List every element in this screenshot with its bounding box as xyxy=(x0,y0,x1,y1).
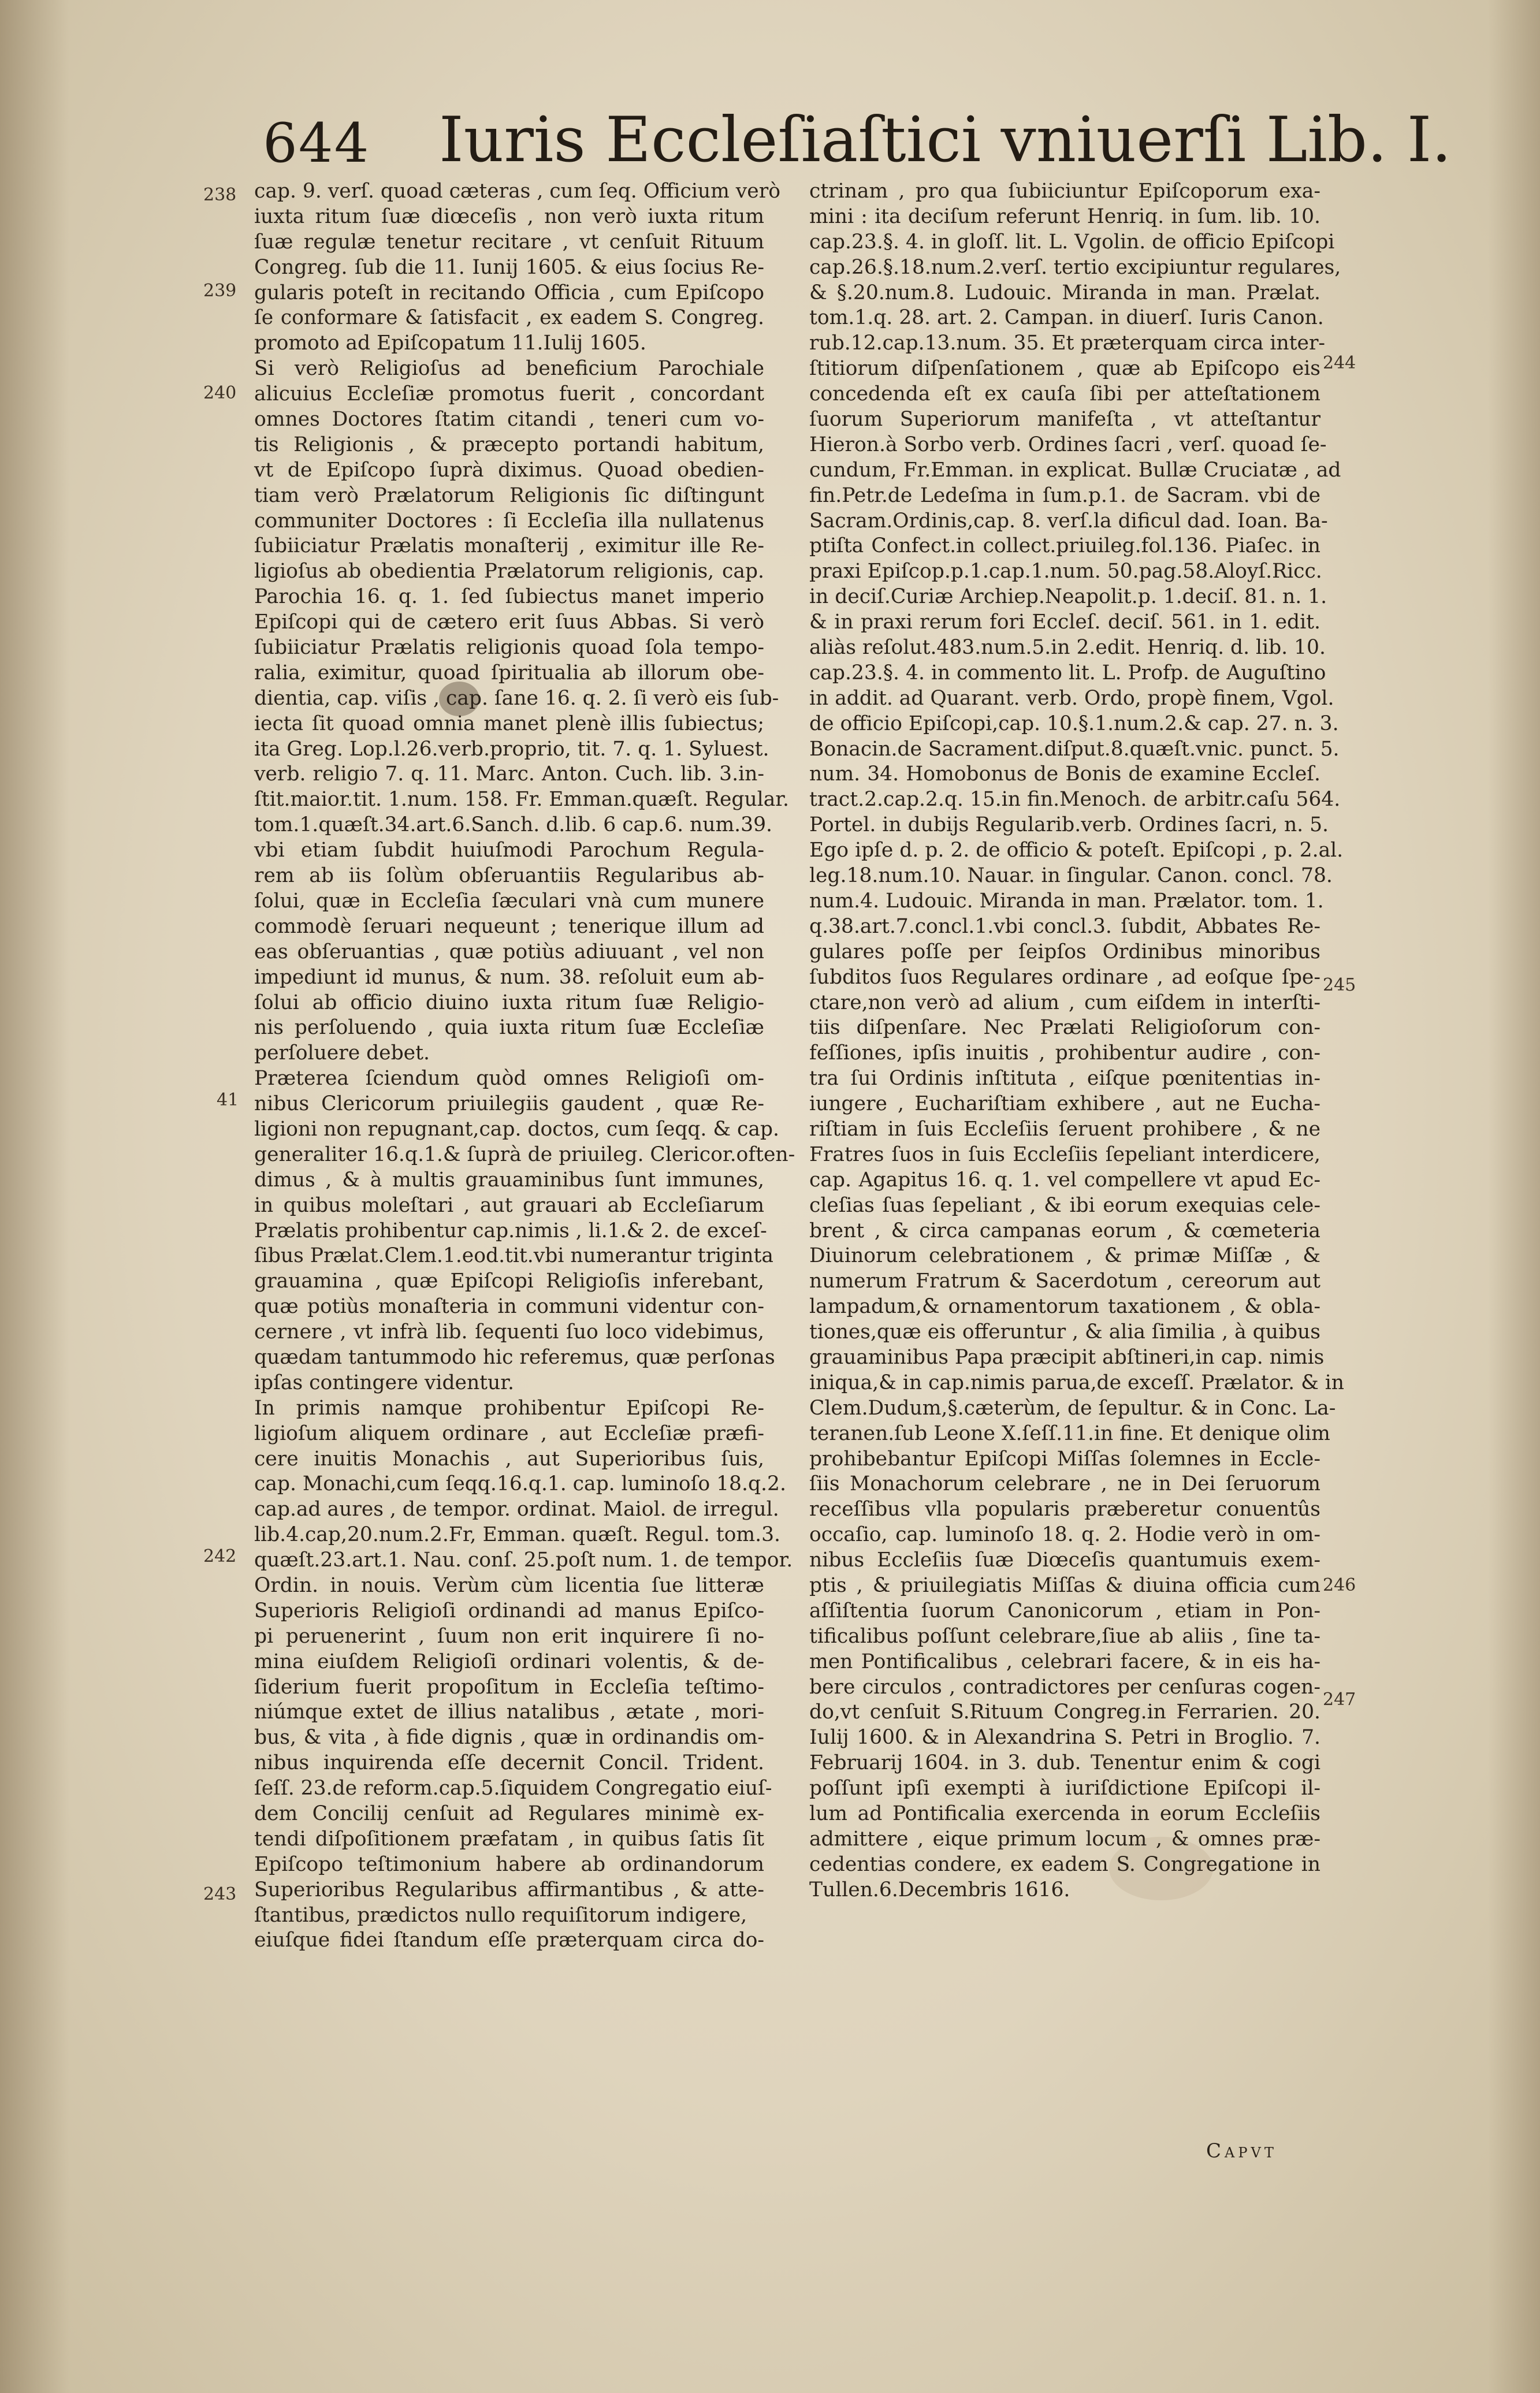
catchword: Capvt xyxy=(1206,2139,1277,2163)
text-line: q.38.art.7.concl.1.vbi concl.3. ſubdit, Abbates Re- xyxy=(809,914,1320,938)
text-line: Superioris Religioſi ordinandi ad manus Epiſco- xyxy=(254,1599,764,1622)
text-line: rem ab iis ſolùm obſeruantiis Regularibus ab- xyxy=(254,864,764,888)
margin-note-243: 243 xyxy=(203,1884,237,1904)
text-line: ita Greg. Lop.l.26.verb.proprio, tit. 7. q. 1. Syluest. xyxy=(254,737,769,761)
text-line: cundum, Fr.Emman. in explicat. Bullæ Cruciatæ , ad xyxy=(809,458,1341,482)
text-line: cap. Monachi,cum ſeqq.16.q.1. cap. luminoſo 18.q.2. xyxy=(254,1472,786,1496)
text-line: grauamina , quæ Epiſcopi Religioſis inferebant, xyxy=(254,1270,764,1293)
text-line: ligioni non repugnant,cap. doctos, cum ſeqq. & cap. xyxy=(254,1117,779,1141)
text-line: pi peruenerint , ſuum non erit inquirere ſi no- xyxy=(254,1624,764,1648)
text-line: Sacram.Ordinis,cap. 8. verſ.la dificul dad. Ioan. Ba- xyxy=(809,509,1328,533)
text-line: tiam verò Prælatorum Religionis ſic diſtingunt xyxy=(254,483,764,507)
text-line: eas obſeruantias , quæ potiùs adiuuant , vel non xyxy=(254,940,764,963)
text-line: Superioribus Regularibus affirmantibus , & atte- xyxy=(254,1878,764,1901)
text-line: ctrinam , pro qua ſubiiciuntur Epiſcoporum exa- xyxy=(809,180,1320,203)
text-line: ſolui, quæ in Eccleſia ſæculari vnà cum munere xyxy=(254,889,764,913)
text-line: in addit. ad Quarant. verb. Ordo, propè finem, Vgol. xyxy=(809,686,1334,710)
text-line: tificalibus poſſunt celebrare,ſiue ab aliis , ſine ta- xyxy=(809,1624,1320,1648)
text-line: poſſunt ipſi exempti à iuriſdictione Epiſcopi il- xyxy=(809,1777,1320,1800)
text-line: Epiſcopi qui de cætero erit ſuus Abbas. Si verò xyxy=(254,611,764,634)
text-line: tis Religionis , & præcepto portandi habitum, xyxy=(254,433,764,456)
text-line: Si verò Religioſus ad beneficium Parochiale xyxy=(254,357,764,381)
text-line: brent , & circa campanas eorum , & cœmeteria xyxy=(809,1219,1320,1242)
text-line: cedentias condere, ex eadem S. Congregatione in xyxy=(809,1852,1320,1876)
text-line: tiones,quæ eis offeruntur , & alia ſimilia , à quibus xyxy=(809,1320,1320,1344)
text-line: ptis , & priuilegiatis Miſſas & diuina officia cum xyxy=(809,1573,1320,1597)
text-line: ligioſus ab obedientia Prælatorum religionis, cap. xyxy=(254,560,764,583)
text-line: grauaminibus Papa præcipit abſtineri,in cap. nimis xyxy=(809,1345,1325,1369)
text-line: & §.20.num.8. Ludouic. Miranda in man. Prælat. xyxy=(809,281,1320,304)
text-line: gularis poteſt in recitando Officia , cum Epiſcopo xyxy=(254,281,764,304)
text-line: bere circulos , contradictores per cenſuras cogen- xyxy=(809,1675,1320,1699)
text-line: men Pontificalibus , celebrari facere, & in eis ha- xyxy=(809,1650,1320,1673)
text-line: cap.26.§.18.num.2.verſ. tertio excipiuntur regulares, xyxy=(809,255,1341,279)
margin-note-246: 246 xyxy=(1323,1575,1356,1595)
text-line: omnes Doctores ſtatim citandi , teneri cum vo- xyxy=(254,408,764,431)
text-line: Iulij 1600. & in Alexandrina S. Petri in Broglio. 7. xyxy=(809,1726,1320,1750)
text-line: in deciſ.Curiæ Archiep.Neapolit.p. 1.deciſ. 81. n. 1. xyxy=(809,585,1327,609)
text-line: aſſiſtentia ſuorum Canonicorum , etiam in Pon- xyxy=(809,1599,1320,1622)
text-line: cere inuitis Monachis , aut Superioribus ſuis, xyxy=(254,1447,764,1471)
text-line: & in praxi rerum fori Eccleſ. deciſ. 561. in 1. edit. xyxy=(809,611,1320,634)
text-line: Fratres ſuos in ſuis Eccleſiis ſepeliant interdicere, xyxy=(809,1142,1320,1166)
text-line: tom.1.quæſt.34.art.6.Sanch. d.lib. 6 cap.6. num.39. xyxy=(254,813,772,837)
text-line: ipſas contingere videntur. xyxy=(254,1371,514,1394)
text-line: rub.12.cap.13.num. 35. Et præterquam circa inter- xyxy=(809,332,1326,355)
text-line: num.4. Ludouic. Miranda in man. Prælator. tom. 1. xyxy=(809,889,1324,913)
text-line: commodè ſeruari nequeunt ; tenerique illum ad xyxy=(254,914,764,938)
text-line: num. 34. Homobonus de Bonis de examine Eccleſ. xyxy=(809,762,1320,786)
text-line: tra ſui Ordinis inſtituta , eiſque pœnitentias in- xyxy=(809,1067,1320,1091)
text-line: fin.Petr.de Ledeſma in ſum.p.1. de Sacram. vbi de xyxy=(809,483,1320,507)
text-line: numerum Fratrum & Sacerdotum , cereorum aut xyxy=(809,1270,1320,1293)
text-line: in quibus moleſtari , aut grauari ab Eccleſiarum xyxy=(254,1193,764,1217)
text-line: vt de Epiſcopo ſuprà diximus. Quoad obedien- xyxy=(254,458,764,482)
text-line: quæ potiùs monaſteria in communi videntur con- xyxy=(254,1295,764,1319)
text-line: perſoluere debet. xyxy=(254,1041,430,1065)
text-line: occaſio, cap. luminoſo 18. q. 2. Hodie verò in om- xyxy=(809,1523,1320,1547)
text-line: cleſias ſuas ſepeliant , & ibi eorum exequias cele- xyxy=(809,1193,1320,1217)
text-line: ligioſum aliquem ordinare , aut Eccleſiæ præfi- xyxy=(254,1421,764,1445)
text-line: cap. 9. verſ. quoad cæteras , cum ſeq. Officium verò xyxy=(254,180,780,203)
text-line: Prælatis prohibentur cap.nimis , li.1.& 2. de exceſ- xyxy=(254,1219,767,1242)
text-line: generaliter 16.q.1.& ſuprà de priuileg. Clericor.often- xyxy=(254,1142,795,1166)
text-line: promoto ad Epiſcopatum 11.Iulij 1605. xyxy=(254,332,646,355)
text-line: iniqua,& in cap.nimis parua,de exceſſ. Prælator. & in xyxy=(809,1371,1345,1394)
text-line: mina eiuſdem Religioſi ordinari volentis, & de- xyxy=(254,1650,764,1673)
text-line: eiuſque fidei ſtandum eſſe præterquam circa do- xyxy=(254,1929,764,1952)
text-line: cap. Agapitus 16. q. 1. vel compellere vt apud Ec- xyxy=(809,1168,1320,1192)
margin-note-244: 244 xyxy=(1323,353,1356,373)
text-line: lampadum,& ornamentorum taxationem , & obla- xyxy=(809,1295,1320,1319)
text-line: lum ad Pontificalia exercenda in eorum Eccleſiis xyxy=(809,1802,1320,1825)
margin-note-41: 41 xyxy=(217,1090,239,1110)
text-line: concedenda eſt ex cauſa ſibi per atteſtationem xyxy=(809,382,1320,406)
text-line: riſtiam in ſuis Eccleſiis ſeruent prohibere , & ne xyxy=(809,1117,1320,1141)
text-line: cap.23.§. 4. in commento lit. L. Profp. de Auguſtino xyxy=(809,661,1326,684)
text-line: Tullen.6.Decembris 1616. xyxy=(809,1878,1070,1901)
text-line: ptiſta Confect.in collect.priuileg.fol.136. Piaſec. in xyxy=(809,534,1320,558)
text-line: verb. religio 7. q. 11. Marc. Anton. Cuch. lib. 3.in- xyxy=(254,762,764,786)
text-line: ſuæ regulæ tenetur recitare , vt cenſuit Rituum xyxy=(254,230,764,254)
text-line: leg.18.num.10. Nauar. in ſingular. Canon. concl. 78. xyxy=(809,864,1333,888)
page-edge-shadow-left xyxy=(0,0,69,2393)
text-line: do,vt cenſuit S.Rituum Congreg.in Ferrarien. 20. xyxy=(809,1700,1320,1724)
text-line: Ordin. in nouis. Verùm cùm licentia ſue litteræ xyxy=(254,1573,764,1597)
text-line: vbi etiam ſubdit huiuſmodi Parochum Regula- xyxy=(254,839,764,862)
text-line: dem Concilij cenſuit ad Regulares minimè ex- xyxy=(254,1802,764,1825)
text-line: bus, & vita , à fide dignis , quæ in ordinandis om- xyxy=(254,1726,764,1750)
text-line: gulares poſſe per ſeipſos Ordinibus minoribus xyxy=(809,940,1320,963)
text-line: ſtitiorum diſpenſationem , quæ ab Epiſcopo eis xyxy=(809,357,1320,381)
text-line: quædam tantummodo hic referemus, quæ perſonas xyxy=(254,1345,775,1369)
text-line: Parochia 16. q. 1. ſed ſubiectus manet imperio xyxy=(254,585,764,609)
text-line: iecta ſit quoad omnia manet plenè illis ſubiectus; xyxy=(254,712,764,735)
text-line: ſubditos ſuos Regulares ordinare , ad eoſque ſpe- xyxy=(809,965,1320,989)
text-line: cap.ad aures , de tempor. ordinat. Maiol. de irregul. xyxy=(254,1498,779,1521)
text-line: nibus Clericorum priuilegiis gaudent , quæ Re- xyxy=(254,1092,764,1116)
text-line: Februarij 1604. in 3. dub. Tenentur enim & cogi xyxy=(809,1751,1320,1775)
text-line: iungere , Euchariſtiam exhibere , aut ne Eucha- xyxy=(809,1092,1320,1116)
text-line: de officio Epiſcopi,cap. 10.§.1.num.2.& cap. 27. n. 3. xyxy=(809,712,1339,735)
text-line: Præterea ſciendum quòd omnes Religioſi om- xyxy=(254,1067,764,1091)
text-line: Portel. in dubijs Regularib.verb. Ordines ſacri, n. 5. xyxy=(809,813,1329,837)
text-line: ralia, eximitur, quoad ſpiritualia ab illorum obe- xyxy=(254,661,764,684)
text-line: Diuinorum celebrationem , & primæ Miſſæ , & xyxy=(809,1244,1320,1268)
text-line: teranen.ſub Leone X.ſeſſ.11.in fine. Et denique olim xyxy=(809,1421,1330,1445)
text-line: cernere , vt infrà lib. ſequenti ſuo loco videbimus, xyxy=(254,1320,764,1344)
text-line: Ego ipſe d. p. 2. de officio & poteſt. Epiſcopi , p. 2.al. xyxy=(809,839,1344,862)
text-line: dimus , & à multis grauaminibus ſunt immunes, xyxy=(254,1168,764,1192)
text-line: praxi Epiſcop.p.1.cap.1.num. 50.pag.58.Aloyſ.Ricc. xyxy=(809,560,1322,583)
text-line: nis perſoluendo , quia iuxta ritum ſuæ Eccleſiæ xyxy=(254,1016,764,1040)
page-edge-shadow-right xyxy=(1488,0,1540,2393)
text-line: tom.1.q. 28. art. 2. Campan. in diuerſ. Iuris Canon. xyxy=(809,306,1324,330)
text-line: receſſibus vlla popularis præberetur conuentûs xyxy=(809,1498,1320,1521)
margin-note-239: 239 xyxy=(203,281,237,301)
text-line: mini : ita deciſum referunt Henriq. in ſum. lib. 10. xyxy=(809,204,1320,228)
page-number: 644 xyxy=(263,112,370,175)
running-title: Iuris Eccleſiaſtici vniuerſi Lib. I. xyxy=(439,104,1452,176)
text-line: ctare,non verò ad alium , cum eiſdem in interſti- xyxy=(809,991,1320,1014)
text-line: aliàs reſolut.483.num.5.in 2.edit. Henriq. d. lib. 10. xyxy=(809,636,1326,660)
text-line: alicuius Eccleſiæ promotus fuerit , concordant xyxy=(254,382,764,406)
text-line: ſe conformare & ſatisfacit , ex eadem S. Congreg. xyxy=(254,306,764,330)
text-line: ſtantibus, prædictos nullo requiſitorum indigere, xyxy=(254,1903,747,1927)
text-line: ſolui ab officio diuino iuxta ritum ſuæ Religio- xyxy=(254,991,764,1014)
margin-note-238: 238 xyxy=(203,185,237,205)
left-text-column xyxy=(254,179,795,1953)
text-line: communiter Doctores : ſi Eccleſia illa nullatenus xyxy=(254,509,764,533)
text-line: Hieron.à Sorbo verb. Ordines ſacri , verſ. quoad ſe- xyxy=(809,433,1327,456)
text-line: admittere , eique primum locum , & omnes præ- xyxy=(809,1827,1320,1851)
page-header xyxy=(263,104,1452,179)
text-line: niúmque extet de illius natalibus , ætate , mori- xyxy=(254,1700,764,1724)
text-line: tiis diſpenſare. Nec Prælati Religioſorum con- xyxy=(809,1016,1320,1040)
text-line: ſubiiciatur Prælatis religionis quoad ſola tempo- xyxy=(254,636,764,660)
text-line: tendi diſpoſitionem præfatam , in quibus ſatis ſit xyxy=(254,1827,764,1851)
text-line: ſuorum Superiorum manifeſta , vt atteſtantur xyxy=(809,408,1320,431)
text-line: ſiis Monachorum celebrare , ne in Dei ſeruorum xyxy=(809,1472,1320,1496)
margin-note-240: 240 xyxy=(203,383,237,403)
text-line: impediunt id munus, & num. 38. reſoluit eum ab- xyxy=(254,965,764,989)
text-line: tract.2.cap.2.q. 15.in fin.Menoch. de arbitr.caſu 564. xyxy=(809,788,1341,812)
text-line: Clem.Dudum,§.cæterùm, de ſepultur. & in Conc. La- xyxy=(809,1396,1336,1420)
text-line: nibus inquirenda eſſe decernit Concil. Trident. xyxy=(254,1751,764,1775)
text-line: quæſt.23.art.1. Nau. conſ. 25.poſt num. 1. de tempor. xyxy=(254,1549,793,1572)
text-line: nibus Eccleſiis ſuæ Diœceſis quantumuis exem- xyxy=(809,1549,1320,1572)
text-line: ſtit.maior.tit. 1.num. 158. Fr. Emman.quæſt. Regular. xyxy=(254,788,789,812)
text-line: ſubiiciatur Prælatis monaſterij , eximitur ille Re- xyxy=(254,534,764,558)
text-line: cap.23.§. 4. in gloſſ. lit. L. Vgolin. de officio Epiſcopi xyxy=(809,230,1335,254)
text-line: In primis namque prohibentur Epiſcopi Re- xyxy=(254,1396,764,1420)
text-line: ſiderium fuerit propoſitum in Eccleſia teſtimo- xyxy=(254,1675,764,1699)
text-line: lib.4.cap,20.num.2.Fr, Emman. quæſt. Regul. tom.3. xyxy=(254,1523,780,1547)
text-line: ſeſſ. 23.de reform.cap.5.ſiquidem Congregatio eiuſ- xyxy=(254,1777,772,1800)
text-line: Congreg. ſub die 11. Iunij 1605. & eius ſocius Re- xyxy=(254,255,764,279)
text-line: ſibus Prælat.Clem.1.eod.tit.vbi numerantur triginta xyxy=(254,1244,773,1268)
text-line: prohibebantur Epiſcopi Miſſas ſolemnes in Eccle- xyxy=(809,1447,1320,1471)
text-line: dientia, cap. viſis , cap. ſane 16. q. 2. ſi verò eis ſub- xyxy=(254,686,779,710)
margin-note-245: 245 xyxy=(1323,975,1356,995)
margin-note-247: 247 xyxy=(1323,1689,1356,1710)
text-line: iuxta ritum ſuæ diœceſis , non verò iuxta ritum xyxy=(254,204,764,228)
text-line: feſſiones, ipſis inuitis , prohibentur audire , con- xyxy=(809,1041,1320,1065)
margin-note-242: 242 xyxy=(203,1546,237,1566)
text-line: Bonacin.de Sacrament.diſput.8.quæſt.vnic. punct. 5. xyxy=(809,737,1340,761)
text-line: Epiſcopo teſtimonium habere ab ordinandorum xyxy=(254,1852,764,1876)
